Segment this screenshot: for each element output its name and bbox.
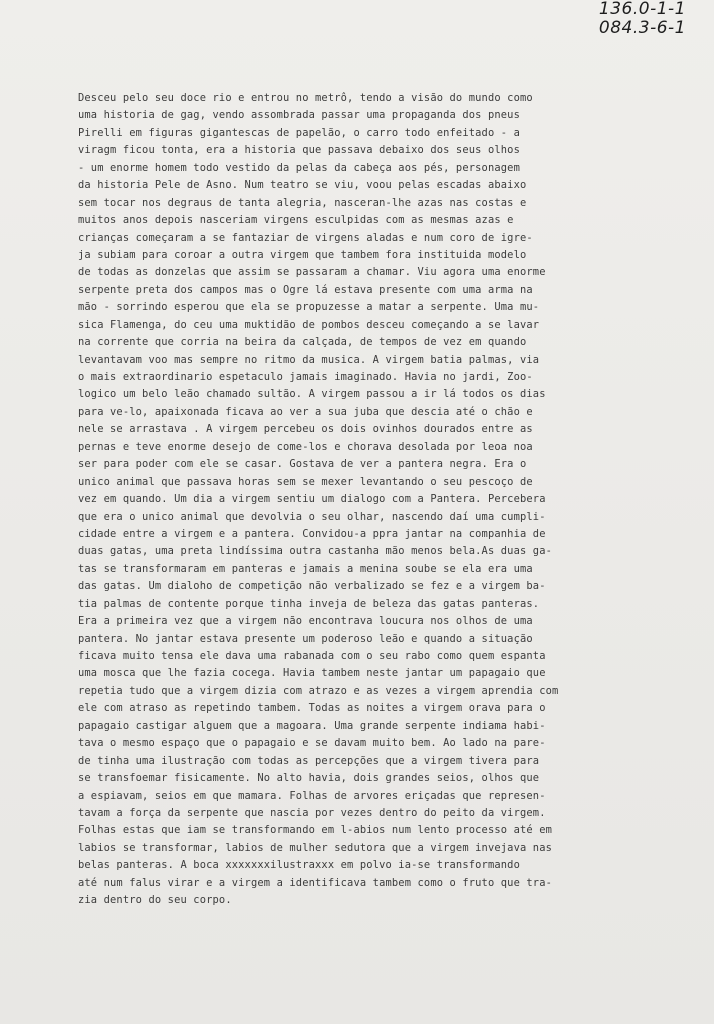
text-line: papagaio castigar alguem que a magoara. Uma grande serpente indiama habi- <box>78 719 546 732</box>
text-line: viragm ficou tonta, era a historia que passava debaixo dos seus olhos <box>78 144 520 157</box>
text-line: logico um belo leão chamado sultão. A virgem passou a ir lá todos os dias <box>78 388 546 401</box>
text-line: ficava muito tensa ele dava uma rabanada com o seu rabo como quem espanta <box>78 650 546 662</box>
text-line: de todas as donzelas que assim se passaram a chamar. Viu agora uma enorme <box>78 266 546 279</box>
text-line: serpente preta dos campos mas o Ogre lá estava presente com uma arma na <box>78 283 533 296</box>
text-line: das gatas. Um dialoho de competição não verbalizado se fez e a virgem ba- <box>78 580 546 593</box>
text-line: nele se arrastava . A virgem percebeu os dois ovinhos dourados entre as <box>78 423 533 436</box>
text-line: Era a primeira vez que a virgem não encontrava loucura nos olhos de uma <box>78 615 533 628</box>
text-line: Folhas estas que iam se transformando em l-abios num lento processo até em <box>78 824 553 837</box>
text-line: muitos anos depois nasceriam virgens esculpidas com as mesmas azas e <box>78 214 514 227</box>
text-line: de tinha uma ilustração com todas as percepções que a virgem tivera para <box>78 754 540 767</box>
typewritten-text <box>78 90 678 910</box>
text-line: pernas e teve enorme desejo de come-los e chorava desolada por leoa noa <box>78 440 533 453</box>
text-line: tava o mesmo espaço que o papagaio e se davam muito bem. Ao lado na pare- <box>78 737 546 750</box>
text-line: o mais extraordinario espetaculo jamais imaginado. Havia no jardi, Zoo- <box>78 371 533 383</box>
text-line: tia palmas de contente porque tinha inveja de beleza das gatas panteras. <box>78 597 540 610</box>
text-line: que era o unico animal que devolvia o seu olhar, nascendo daí uma cumpli- <box>78 510 546 523</box>
text-line: - um enorme homem todo vestido da pelas da cabeça aos pés, personagem <box>78 161 520 174</box>
text-line: se transfoemar fisicamente. No alto havia, dois grandes seios, olhos que <box>78 772 540 785</box>
text-line: sem tocar nos degraus de tanta alegria, nasceran-lhe azas nas costas e <box>78 196 527 209</box>
text-line: cidade entre a virgem e a pantera. Convidou-a ppra jantar na companhia de <box>78 527 546 540</box>
text-line: vez em quando. Um dia a virgem sentiu um dialogo com a Pantera. Percebera <box>78 493 546 506</box>
text-line: ele com atraso as repetindo tambem. Todas as noites a virgem orava para o <box>78 702 546 715</box>
text-line: tas se transformaram em panteras e jamais a menina soube se ela era uma <box>78 562 533 575</box>
text-line: levantavam voo mas sempre no ritmo da musica. A virgem batia palmas, via <box>78 353 540 366</box>
text-line: ja subiam para coroar a outra virgem que tambem fora instituida modelo <box>78 248 527 261</box>
text-line: ser para poder com ele se casar. Gostava de ver a pantera negra. Era o <box>78 458 527 471</box>
text-line: labios se transformar, labios de mulher sedutora que a virgem invejava nas <box>78 841 553 854</box>
text-line: sica Flamenga, do ceu uma muktidão de pombos desceu começando a se lavar <box>78 318 540 331</box>
catalog-annotation <box>599 0 686 38</box>
catalog-number-1: 136.0-1-1 <box>598 0 686 19</box>
text-line: a espiavam, seios em que mamara. Folhas de arvores eriçadas que represen- <box>78 789 546 802</box>
text-line: para ve-lo, apaixonada ficava ao ver a sua juba que descia até o chão e <box>78 405 533 418</box>
text-line: da historia Pele de Asno. Num teatro se viu, voou pelas escadas abaixo <box>78 179 527 192</box>
text-line: uma historia de gag, vendo assombrada passar uma propaganda dos pneus <box>78 109 520 122</box>
text-line: Pirelli em figuras gigantescas de papelão, o carro todo enfeitado - a <box>78 126 520 139</box>
text-line: unico animal que passava horas sem se mexer levantando o seu pescoço de <box>78 475 533 488</box>
text-line: belas panteras. A boca xxxxxxxilustraxxx em polvo ia-se transformando <box>78 859 520 872</box>
text-line: zia dentro do seu corpo. <box>78 894 232 907</box>
text-line: repetia tudo que a virgem dizia com atrazo e as vezes a virgem aprendia com <box>78 684 559 697</box>
text-line: tavam a força da serpente que nascia por vezes dentro do peito da virgem. <box>78 806 546 819</box>
text-line: duas gatas, uma preta lindíssima outra castanha mão menos bela.As duas ga- <box>78 545 553 558</box>
text-line: Desceu pelo seu doce rio e entrou no metrô, tendo a visão do mundo como <box>78 92 533 104</box>
text-line: pantera. No jantar estava presente um poderoso leão e quando a situação <box>78 632 533 645</box>
text-line: crianças começaram a se fantaziar de virgens aladas e num coro de igre- <box>78 231 533 244</box>
catalog-number-2: 084.3-6-1 <box>598 18 686 38</box>
text-line: até num falus virar e a virgem a identificava tambem como o fruto que tra- <box>78 876 553 889</box>
text-line: na corrente que corria na beira da calçada, de tempos de vez em quando <box>78 336 527 349</box>
text-line: uma mosca que lhe fazia cocega. Havia tambem neste jantar um papagaio que <box>78 667 546 680</box>
text-line: mão - sorrindo esperou que ela se propuzesse a matar a serpente. Uma mu- <box>78 301 540 314</box>
